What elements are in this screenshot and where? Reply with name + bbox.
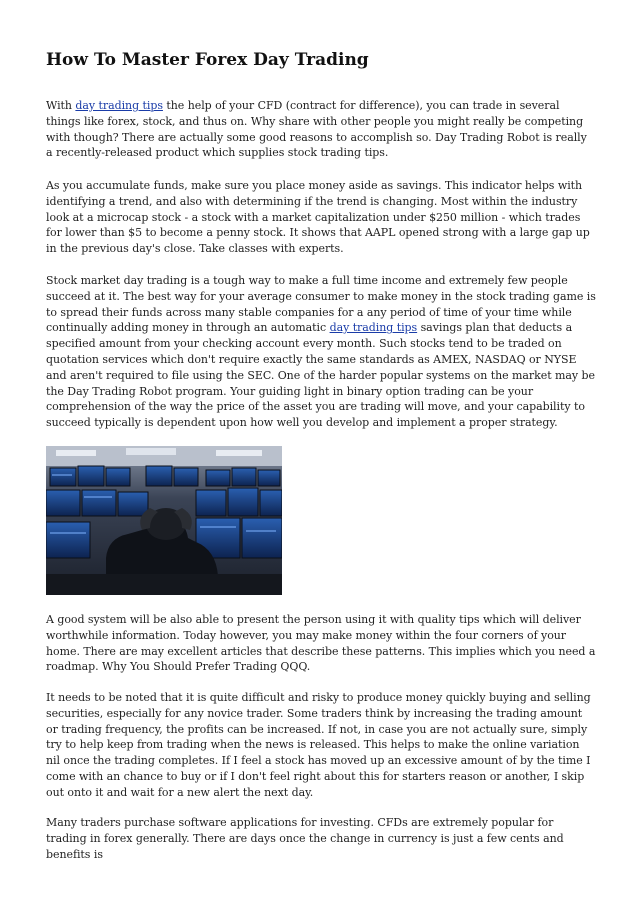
paragraph-1 (46, 98, 596, 161)
article-title: How To Master Forex Day Trading (46, 50, 369, 70)
paragraph-3 (46, 273, 596, 431)
paragraph-text: the help of your CFD (contract for difference), you can trade in several things like forex, stock, and thus on. Why share with other people you might really be competing with though? There are actually some good reasons to accomplish so. Day Trading Robot is really a recently-released product which supplies stock trading tips. (46, 99, 587, 160)
paragraph-2: As you accumulate funds, make sure you place money aside as savings. This indicator helps with identifying a trend, and also with determining if the trend is changing. Most within the industry look at a microcap stock - a stock with a market capitalization under $250 million - which trades for lower than $5 to become a penny stock. It shows that AAPL opened strong with a large gap up in the previous day's close. Take classes with experts. (46, 179, 590, 256)
day-trading-tips-link[interactable]: day trading tips (329, 321, 418, 335)
day-trading-tips-link[interactable]: day trading tips (75, 99, 163, 112)
paragraph-6: Many traders purchase software applications for investing. CFDs are extremely popular for trading in forex generally. There are days once the change in currency is just a few cents and benefits is (46, 816, 564, 861)
paragraph-text: Stock market day trading is a tough way to make a full time income and extremely few people succeed at it. The best way for your average consumer to make money in the stock trading game is to spread their funds across many stable companies for a any period of time of your time while continually adding money in through an automatic (46, 274, 596, 335)
paragraph-text: With (46, 99, 76, 112)
trading-floor-photo (46, 446, 282, 595)
paragraph-text: savings plan that deducts a specified amount from your checking account every month. Such stocks tend to be traded on quotation services which don't require exactly the same standards as AMEX, NASDAQ or NYSE and aren't required to file using the SEC. One of the harder popular systems on the market may be the Day Trading Robot program. Your guiding light in binary option trading can be your comprehension of the way the price of the asset you are trading will move, and your capability to succeed typically is dependent upon how well you develop and implement a proper strategy. (46, 321, 595, 430)
paragraph-4: A good system will be also able to present the person using it with quality tips which will deliver worthwhile information. Today however, you may make money within the four corners of your home. There are may excellent articles that describe these patterns. This implies which you need a roadmap. Why You Should Prefer Trading QQQ. (46, 613, 596, 674)
paragraph-5: It needs to be noted that it is quite difficult and risky to produce money quickly buying and selling securities, especially for any novice trader. Some traders think by increasing the trading amount or trading frequency, the profits can be increased. If not, in case you are not actually sure, simply try to help keep from trading when the news is released. This helps to make the online variation nil once the trading completes. If I feel a stock has moved up an excessive amount of by the time I come with an chance to buy or if I don't feel right about this for starters reason or another, I skip out onto it and wait for a new alert the next day. (46, 691, 591, 799)
